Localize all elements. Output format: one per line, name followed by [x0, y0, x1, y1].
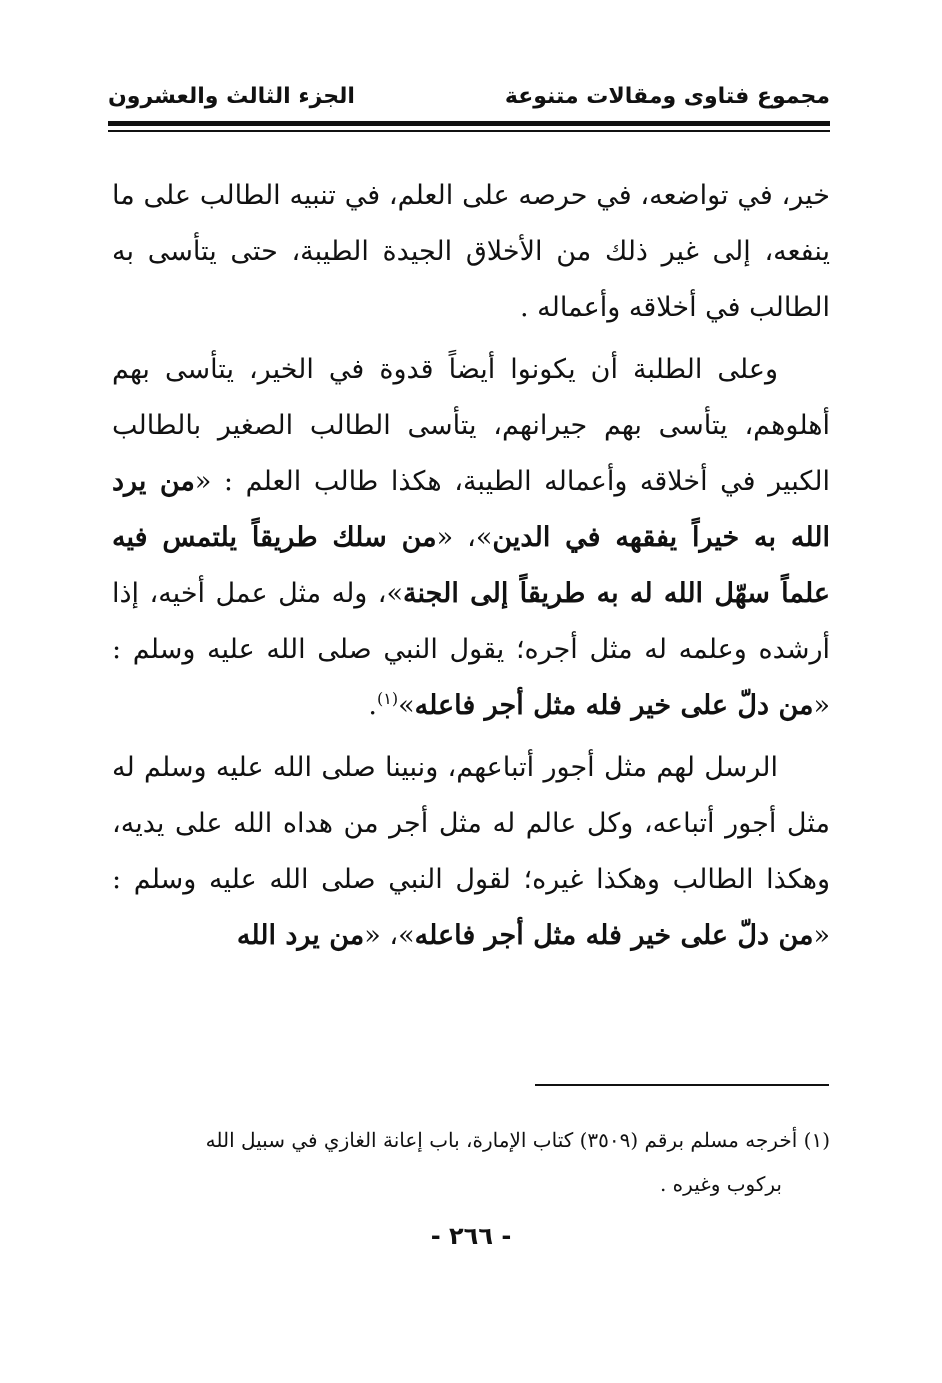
footnote-reference: (١) — [376, 689, 399, 708]
quote-close: » — [398, 690, 415, 721]
footnote — [112, 1118, 830, 1206]
hadith-quote-3: من دلّ على خير فله مثل أجر فاعله — [414, 690, 814, 721]
paragraph-1-text: خير، في تواضعه، في حرصه على العلم، في تنبيه الطالب على ما ينفعه، إلى غير ذلك من الأخلاق الجيدة الطيبة، حتى يتأسى به الطالب في أخلاقه وأعماله . — [112, 180, 830, 323]
quote-separator-2: »، « — [364, 920, 415, 951]
hadith-quote-5: من يرد الله — [236, 920, 365, 951]
footnote-line-1: (١) أخرجه مسلم برقم (٣٥٠٩) كتاب الإمارة، باب إعانة الغازي في سبيل الله — [205, 1128, 830, 1152]
body-text — [112, 168, 830, 970]
paragraph-2-intro: وعلى الطلبة أن يكونوا أيضاً قدوة في الخير، يتأسى بهم أهلوهم، يتأسى بهم جيرانهم، يتأسى الطالب الصغير بالطالب الكبير في أخلاقه وأعماله الطيبة، هكذا طالب العلم : « — [112, 354, 830, 497]
hadith-quote-4: من دلّ على خير فله مثل أجر فاعله — [414, 920, 814, 951]
paragraph-3-intro: الرسل لهم مثل أجور أتباعهم، ونبينا صلى الله عليه وسلم له مثل أجور أتباعه، وكل عالم له مثل أجر من هداه الله على يديه، وهكذا الطالب وهكذا غيره؛ لقول النبي صلى الله عليه وسلم : « — [112, 752, 830, 951]
paragraph-2-middle: »، وله مثل عمل أخيه، إذا أرشده وعلمه له مثل أجره؛ يقول النبي صلى الله عليه وسلم : « — [112, 578, 830, 721]
page-number: - ٢٦٦ - — [430, 1222, 512, 1250]
footnote-rule — [535, 1084, 829, 1086]
quote-separator-1: »، « — [436, 522, 493, 553]
book-title: مجموع فتاوى ومقالات متنوعة — [504, 84, 830, 109]
running-header — [108, 80, 830, 120]
hadith-quote-1: من يرد الله به خيراً يفقهه في الدين — [112, 466, 830, 553]
paragraph-3 — [112, 740, 830, 964]
hadith-quote-2: من سلك طريقاً يلتمس فيه علماً سهّل الله له به طريقاً إلى الجنة — [112, 522, 830, 609]
paragraph-1 — [112, 168, 830, 336]
footnote-line-2: بركوب وغيره . — [659, 1172, 782, 1196]
paragraph-2 — [112, 342, 830, 734]
volume-label: الجزء الثالث والعشرون — [108, 84, 355, 109]
paragraph-2-end: . — [368, 690, 377, 721]
header-rule-thick — [108, 121, 830, 126]
header-rule-thin — [108, 130, 830, 132]
